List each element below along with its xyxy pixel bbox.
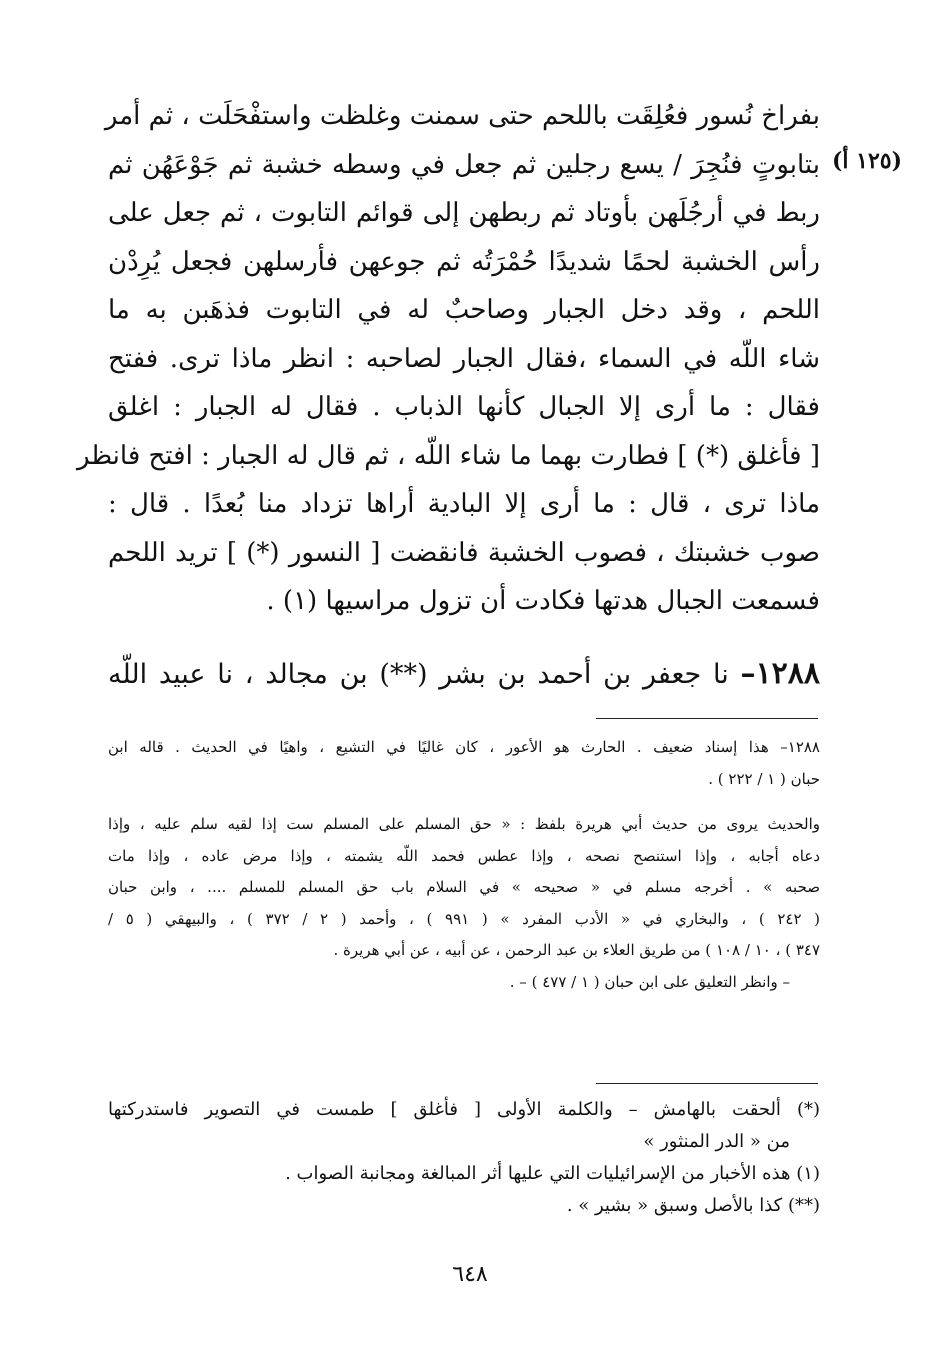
main-text-line: فسمعت الجبال هدتها فكادت أن تزول مراسيها (١) . [266,586,820,616]
takhrij-line: ٣٤٧ ) ، ١٠ / ١٠٨ ) من طريق العلاء بن عبد الرحمن ، عن أبيه ، عن أبي هريرة . [333,941,820,959]
footnotes [108,1094,820,1222]
main-text-line: [ فأغلق (*) ] فطارت بهما ما شاء اللّه ، ثم قال له الجبار : افتح فانظر [77,440,820,471]
main-text-line: اللحم ، وقد دخل الجبار وصاحبٌ له في التابوت فذهَبن به ما [108,295,820,325]
main-text-line: ربط في أرجُلَهن بأوتاد ثم ربطهن إلى قوائم التابوت ، ثم جعل على [108,198,820,228]
main-text-line: شاء اللّه في السماء ،فقال الجبار لصاحبه : انظر ماذا ترى. ففتح [108,343,820,374]
takhrij-line: ١٢٨٨– هذا إسناد ضعيف . الحارث هو الأعور ، كان غاليًا في التشيع ، واهيًا في الحديث . قاله ابن [108,738,820,756]
footnote-divider [596,1083,818,1084]
main-text-line: رأس الخشبة لحمًا شديدًا حُمْرَتُه ثم جوعهن فأرسلهن فجعل يُرِدْن [108,246,820,277]
takhrij-notes [108,732,820,998]
takhrij-line: والحديث يروى من حديث أبي هريرة بلفظ : « حق المسلم على المسلم ست إذا لقيه سلم عليه ، وإذا [108,815,820,833]
hadith-heading [108,646,820,702]
takhrij-line: – وانظر التعليق على ابن حبان ( ١ / ٤٧٧ ) – . [509,972,790,991]
main-text-line: ماذا ترى ، قال : ما أرى إلا البادية أراها تزداد منا بُعدًا . قال : [108,489,820,519]
takhrij-line: ( ٢٤٢ ) ، والبخاري في « الأدب المفرد » ( ٩٩١ ) ، وأحمد ( ٢ / ٣٧٢ ) ، والبيهقي ( ٥ / [108,909,821,928]
main-text-line: بتابوتٍ فنُجِرَ / يسع رجلين ثم جعل في وسطه خشبة ثم جَوْعَهُن ثم [108,149,820,180]
footnote-line: (١) هذه الأخبار من الإسرائيليات التي عليها أثر المبالغة ومجانبة الصواب . [285,1163,820,1184]
footnote-line: (*) ألحقت بالهامش – والكلمة الأولى [ فأغلق ] طمست في التصوير فاستدركتها [108,1099,820,1120]
main-text-line: صوب خشبتك ، فصوب الخشبة فانقضت [ النسور (*) ] تريد اللحم [108,537,820,568]
hadith-number: ١٢٨٨– [740,656,820,691]
manuscript-folio-marker: (١٢٥ أ) [831,148,902,174]
hadith-isnad: نا جعفر بن أحمد بن بشر (**) بن مجالد ، نا عبيد اللّه [108,659,729,690]
main-text [77,92,820,626]
footnote-line: من « الدر المنثور » [643,1131,790,1152]
takhrij-line: حبان ( ١ / ٢٢٢ ) . [708,769,820,788]
takhrij-line: صحبه » . أخرجه مسلم في « صحيحه » في السلام باب حق المسلم للمسلم .... ، وابن حبان [108,878,820,896]
takhrij-line: دعاه أجابه ، وإذا استنصح نصحه ، وإذا عطس فحمد اللّه يشمته ، وإذا مرض عاده ، وإذا مات [108,846,820,865]
takhrij-divider [596,718,818,719]
main-text-line: فقال : ما أرى إلا الجبال كأنها الذباب . فقال له الجبار : اغلق [108,392,820,422]
main-text-line: بفراخ نُسور فعُلِقَت باللحم حتى سمنت وغلظت واستفْحَلَت ، ثم أمر [104,101,820,131]
footnote-line: (**) كذا بالأصل وسبق « بشير » . [566,1195,820,1216]
page-number: ٦٤٨ [452,1262,488,1287]
